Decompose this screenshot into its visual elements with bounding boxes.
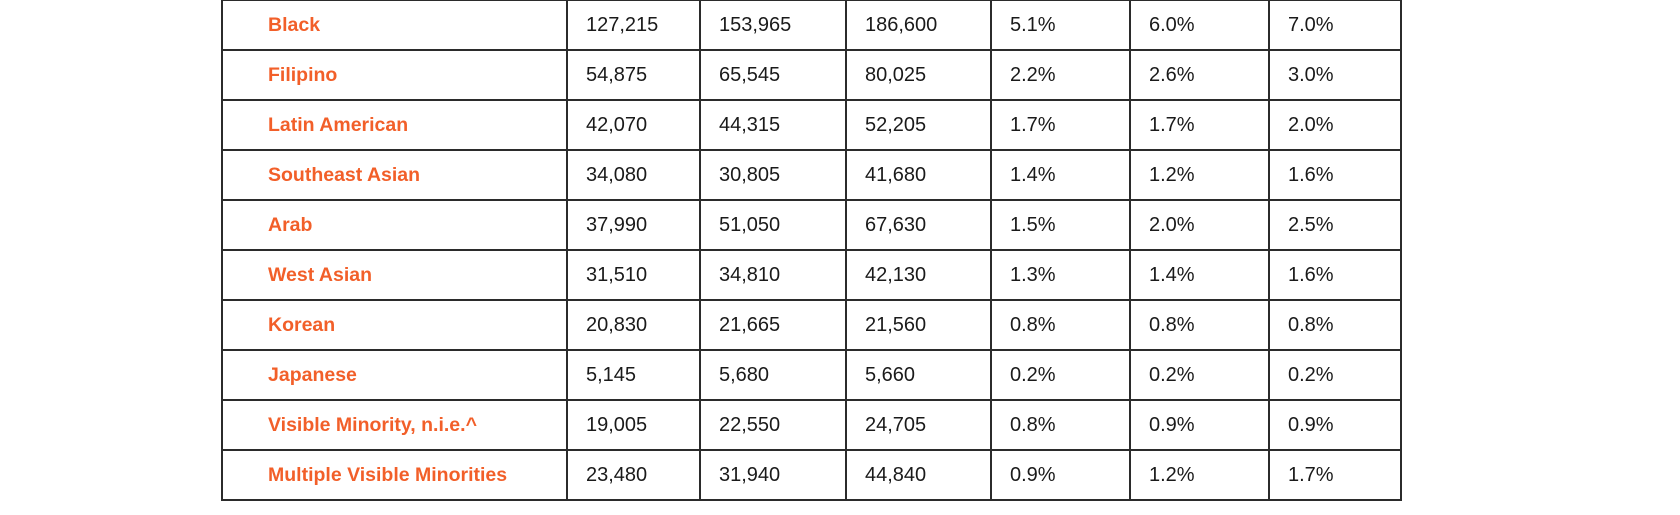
table-cell: 2.2% <box>991 50 1130 100</box>
table-cell: 23,480 <box>567 450 700 500</box>
table-cell: 1.7% <box>1269 450 1401 500</box>
row-label: Filipino <box>222 50 567 100</box>
table-cell: 1.3% <box>991 250 1130 300</box>
table-cell: 1.6% <box>1269 250 1401 300</box>
table-cell: 3.0% <box>1269 50 1401 100</box>
table-cell: 54,875 <box>567 50 700 100</box>
row-label: Southeast Asian <box>222 150 567 200</box>
table-cell: 0.9% <box>991 450 1130 500</box>
table-cell: 186,600 <box>846 0 991 50</box>
table-row <box>222 400 1401 450</box>
table-cell: 1.7% <box>991 100 1130 150</box>
table-cell: 21,560 <box>846 300 991 350</box>
table-cell: 5,145 <box>567 350 700 400</box>
table-cell: 31,510 <box>567 250 700 300</box>
table-cell: 0.8% <box>1130 300 1269 350</box>
table-row <box>222 200 1401 250</box>
row-label: Latin American <box>222 100 567 150</box>
table-cell: 41,680 <box>846 150 991 200</box>
table-cell: 2.0% <box>1269 100 1401 150</box>
table-cell: 22,550 <box>700 400 846 450</box>
table-cell: 67,630 <box>846 200 991 250</box>
table-cell: 5.1% <box>991 0 1130 50</box>
table-cell: 1.4% <box>1130 250 1269 300</box>
table-cell: 0.2% <box>991 350 1130 400</box>
table-body <box>222 0 1401 500</box>
table-cell: 51,050 <box>700 200 846 250</box>
table-cell: 0.8% <box>1269 300 1401 350</box>
table-cell: 65,545 <box>700 50 846 100</box>
table-cell: 34,810 <box>700 250 846 300</box>
table-cell: 24,705 <box>846 400 991 450</box>
table-cell: 5,680 <box>700 350 846 400</box>
row-label: Black <box>222 0 567 50</box>
table-cell: 44,315 <box>700 100 846 150</box>
table-cell: 42,070 <box>567 100 700 150</box>
row-label: Korean <box>222 300 567 350</box>
table-cell: 0.9% <box>1269 400 1401 450</box>
table-cell: 1.6% <box>1269 150 1401 200</box>
table-cell: 44,840 <box>846 450 991 500</box>
table-cell: 127,215 <box>567 0 700 50</box>
table-row <box>222 50 1401 100</box>
table-cell: 1.7% <box>1130 100 1269 150</box>
table-cell: 30,805 <box>700 150 846 200</box>
table-cell: 42,130 <box>846 250 991 300</box>
row-label: Arab <box>222 200 567 250</box>
table-row <box>222 0 1401 50</box>
row-label: Japanese <box>222 350 567 400</box>
table-cell: 37,990 <box>567 200 700 250</box>
visible-minority-table <box>221 0 1402 501</box>
table-cell: 34,080 <box>567 150 700 200</box>
table-row <box>222 450 1401 500</box>
table-cell: 0.2% <box>1130 350 1269 400</box>
table-cell: 0.2% <box>1269 350 1401 400</box>
table-cell: 7.0% <box>1269 0 1401 50</box>
table-cell: 1.2% <box>1130 450 1269 500</box>
visible-minority-table-container <box>221 0 1400 501</box>
table-cell: 0.9% <box>1130 400 1269 450</box>
table-cell: 1.4% <box>991 150 1130 200</box>
table-row <box>222 350 1401 400</box>
table-cell: 1.2% <box>1130 150 1269 200</box>
table-cell: 6.0% <box>1130 0 1269 50</box>
table-row <box>222 150 1401 200</box>
row-label: Multiple Visible Minorities <box>222 450 567 500</box>
table-row <box>222 300 1401 350</box>
table-cell: 153,965 <box>700 0 846 50</box>
table-cell: 31,940 <box>700 450 846 500</box>
table-cell: 2.5% <box>1269 200 1401 250</box>
table-cell: 1.5% <box>991 200 1130 250</box>
table-cell: 5,660 <box>846 350 991 400</box>
table-cell: 0.8% <box>991 400 1130 450</box>
table-row <box>222 250 1401 300</box>
table-cell: 0.8% <box>991 300 1130 350</box>
table-cell: 52,205 <box>846 100 991 150</box>
table-cell: 2.6% <box>1130 50 1269 100</box>
table-cell: 20,830 <box>567 300 700 350</box>
table-cell: 80,025 <box>846 50 991 100</box>
table-row <box>222 100 1401 150</box>
row-label: West Asian <box>222 250 567 300</box>
table-cell: 2.0% <box>1130 200 1269 250</box>
table-cell: 21,665 <box>700 300 846 350</box>
table-cell: 19,005 <box>567 400 700 450</box>
row-label: Visible Minority, n.i.e.^ <box>222 400 567 450</box>
